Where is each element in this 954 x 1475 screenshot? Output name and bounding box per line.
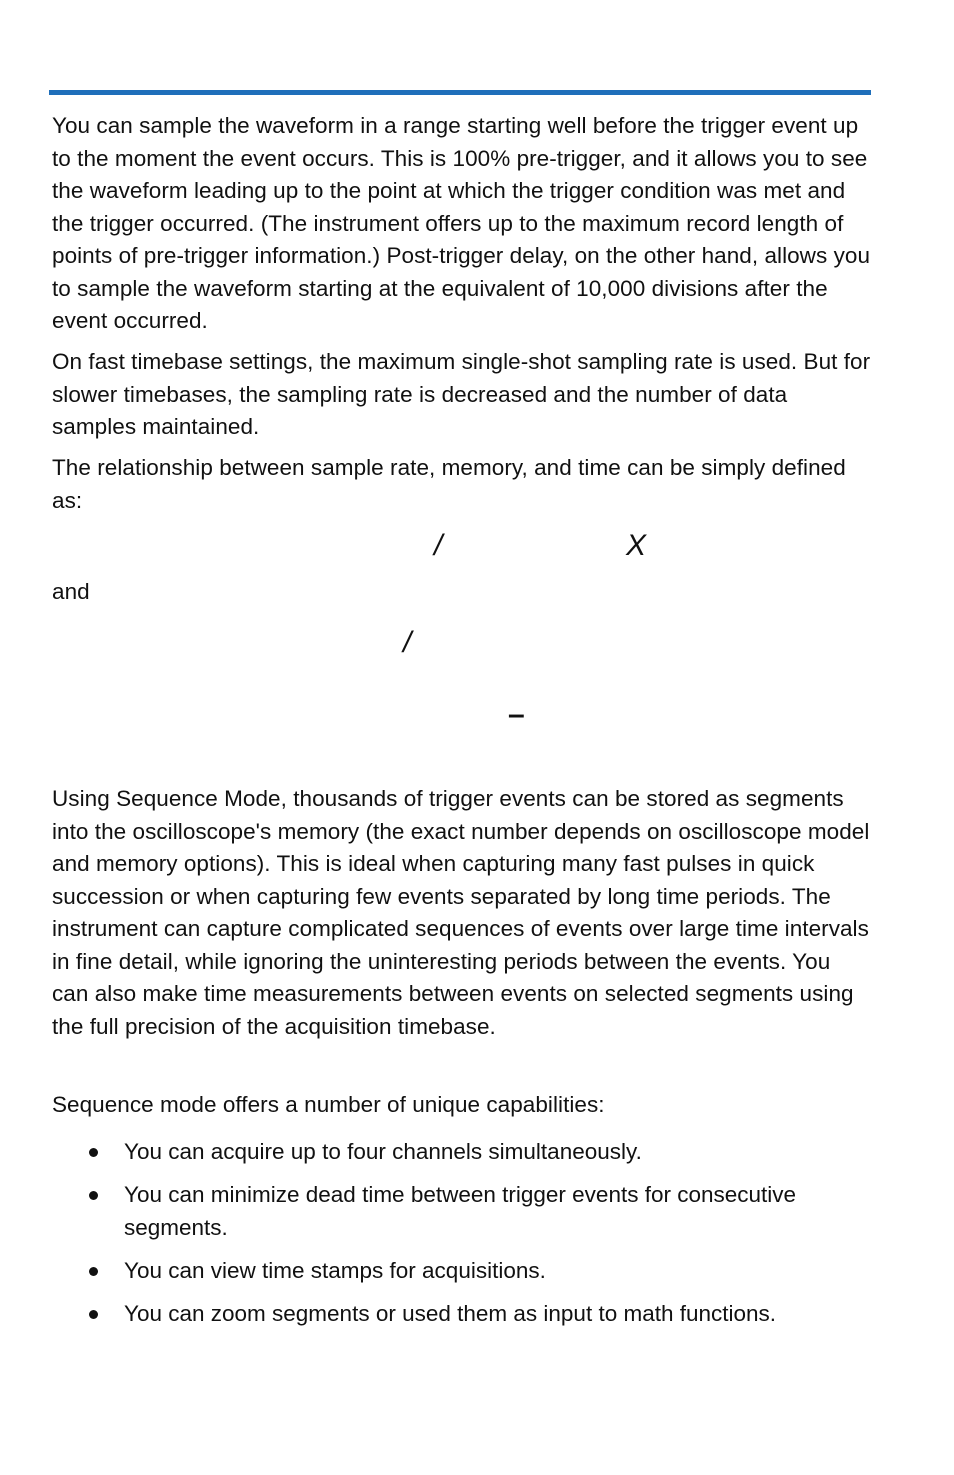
- capabilities-intro: Sequence mode offers a number of unique capabilities:: [52, 1092, 605, 1117]
- relationship-paragraph: The relationship between sample rate, memory, and time can be simply defined as:: [52, 455, 846, 513]
- list-item: [52, 1298, 872, 1331]
- list-item-text: You can minimize dead time between trigger events for consecutive segments.: [124, 1182, 797, 1240]
- sequence-paragraph: Using Sequence Mode, thousands of trigger events can be stored as segments into the oscilloscope's memory (the exact number depends on oscilloscope model and memory options). This is ideal when capturing many fast pulses in quick succession or when capturing few events separated by long time periods. The instrument can capture complicated sequences of events over large time intervals in fine detail, while ignoring the uninteresting periods between the events. You can also make time measurements between events on selected segments using the full precision of the acquisition timebase.: [52, 786, 870, 1039]
- list-item: [52, 1255, 872, 1288]
- bullet-icon: [89, 1267, 98, 1276]
- bullet-icon: [89, 1191, 98, 1200]
- pretrigger-paragraph: You can sample the waveform in a range starting well before the trigger event up to the moment the event occurs. This is 100% pre-trigger, and it allows you to see the waveform leading up to the point at which the trigger condition was met and the trigger occurred. (The instrument offers up to the maximum record length of points of pre-trigger information.) Post-trigger delay, on the other hand, allows you to sample the waveform starting at the equivalent of 10,000 divisions after the event occurred.: [52, 113, 871, 333]
- header-rule: [49, 90, 871, 95]
- list-item-text: You can view time stamps for acquisitions.: [124, 1257, 546, 1283]
- bullet-icon: [89, 1310, 98, 1319]
- formula-divide-symbol: /: [434, 529, 443, 562]
- bullet-icon: [89, 1148, 98, 1157]
- formula-divide-symbol-2: /: [403, 626, 412, 659]
- timebase-paragraph: On fast timebase settings, the maximum single-shot sampling rate is used. But for slower timebases, the sampling rate is decreased and the number of data samples maintained.: [52, 349, 871, 439]
- formula-minus-symbol: –: [508, 698, 525, 731]
- list-item: [52, 1136, 872, 1169]
- formula-multiply-symbol: X: [626, 529, 647, 562]
- list-item-text: You can acquire up to four channels simultaneously.: [124, 1139, 642, 1164]
- list-item: [52, 1179, 872, 1244]
- capabilities-list: [52, 1136, 872, 1341]
- list-item-text: You can zoom segments or used them as input to math functions.: [124, 1300, 777, 1326]
- and-text: and: [52, 579, 90, 604]
